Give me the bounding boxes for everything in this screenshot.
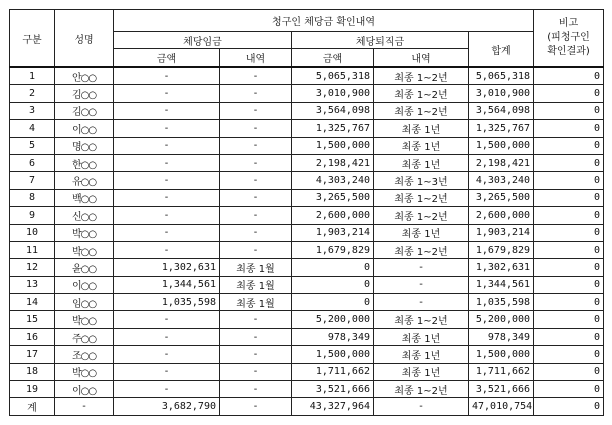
total-wage-detail: - — [220, 398, 292, 415]
row-note: 0 — [534, 137, 604, 154]
row-no: 12 — [10, 259, 55, 276]
table-row — [10, 67, 604, 85]
row-note: 0 — [534, 328, 604, 345]
row-wage-amount: - — [114, 346, 220, 363]
row-sev-detail: 최종 1년 — [374, 224, 469, 241]
row-sum: 1,035,598 — [469, 294, 534, 311]
row-note: 0 — [534, 207, 604, 224]
row-sum: 1,325,767 — [469, 120, 534, 137]
row-note: 0 — [534, 85, 604, 102]
table-row — [10, 381, 604, 398]
col-header-group: 청구인 체당금 확인내역 — [114, 10, 534, 32]
total-wage-amount: 3,682,790 — [114, 398, 220, 415]
row-sev-detail: - — [374, 276, 469, 293]
table-row — [10, 120, 604, 137]
row-wage-amount: - — [114, 154, 220, 171]
row-sev-amount: 1,500,000 — [292, 137, 374, 154]
table-row — [10, 85, 604, 102]
table-body — [10, 67, 604, 398]
row-name: 김○○ — [55, 85, 114, 102]
row-wage-amount: - — [114, 381, 220, 398]
row-sev-amount: 4,303,240 — [292, 172, 374, 189]
row-sum: 2,198,421 — [469, 154, 534, 171]
row-sev-detail: 최종 1년 — [374, 328, 469, 345]
row-sum: 1,903,214 — [469, 224, 534, 241]
table-row — [10, 154, 604, 171]
row-no: 13 — [10, 276, 55, 293]
row-sev-amount: 3,564,098 — [292, 102, 374, 119]
row-wage-detail: - — [220, 363, 292, 380]
row-name: 안○○ — [55, 67, 114, 85]
row-no: 17 — [10, 346, 55, 363]
col-header-note — [534, 10, 604, 68]
row-sev-amount: 0 — [292, 294, 374, 311]
row-wage-amount: - — [114, 85, 220, 102]
row-wage-detail: - — [220, 346, 292, 363]
row-wage-detail: - — [220, 102, 292, 119]
row-no: 15 — [10, 311, 55, 328]
note-header-line-3: 확인결과) — [547, 46, 590, 57]
row-name: 이○○ — [55, 120, 114, 137]
row-sev-amount: 2,600,000 — [292, 207, 374, 224]
table-row — [10, 294, 604, 311]
row-name: 박○○ — [55, 224, 114, 241]
row-name: 명○○ — [55, 137, 114, 154]
row-sev-amount: 1,679,829 — [292, 241, 374, 258]
row-name: 임○○ — [55, 294, 114, 311]
row-sev-detail: 최종 1년 — [374, 363, 469, 380]
row-name: 김○○ — [55, 102, 114, 119]
row-wage-detail: - — [220, 137, 292, 154]
row-sev-detail: 최종 1~2년 — [374, 67, 469, 85]
row-wage-detail: 최종 1월 — [220, 276, 292, 293]
table-row — [10, 102, 604, 119]
row-no: 8 — [10, 189, 55, 206]
table-row — [10, 189, 604, 206]
row-sev-detail: 최종 1년 — [374, 120, 469, 137]
row-note: 0 — [534, 346, 604, 363]
row-no: 9 — [10, 207, 55, 224]
row-sum: 5,065,318 — [469, 67, 534, 85]
row-name: 한○○ — [55, 154, 114, 171]
row-no: 19 — [10, 381, 55, 398]
row-wage-amount: 1,035,598 — [114, 294, 220, 311]
row-wage-detail: 최종 1월 — [220, 259, 292, 276]
row-name: 백○○ — [55, 189, 114, 206]
row-sev-detail: 최종 1~2년 — [374, 381, 469, 398]
row-wage-detail: - — [220, 311, 292, 328]
row-note: 0 — [534, 102, 604, 119]
total-label: 계 — [10, 398, 55, 415]
row-wage-amount: - — [114, 189, 220, 206]
row-sev-amount: 0 — [292, 259, 374, 276]
row-sum: 3,010,900 — [469, 85, 534, 102]
row-note: 0 — [534, 120, 604, 137]
row-wage-detail: - — [220, 241, 292, 258]
row-sum: 1,500,000 — [469, 346, 534, 363]
row-no: 10 — [10, 224, 55, 241]
row-wage-amount: - — [114, 241, 220, 258]
row-sev-detail: 최종 1년 — [374, 154, 469, 171]
row-wage-detail: - — [220, 172, 292, 189]
row-wage-amount: - — [114, 363, 220, 380]
row-sev-amount: 5,065,318 — [292, 67, 374, 85]
row-wage-amount: - — [114, 137, 220, 154]
row-sev-detail: 최종 1~2년 — [374, 311, 469, 328]
row-sev-amount: 1,325,767 — [292, 120, 374, 137]
row-sev-amount: 2,198,421 — [292, 154, 374, 171]
col-header-sev-amount: 금액 — [292, 49, 374, 68]
row-note: 0 — [534, 294, 604, 311]
table-row — [10, 172, 604, 189]
table-row — [10, 363, 604, 380]
row-no: 16 — [10, 328, 55, 345]
row-sum: 1,711,662 — [469, 363, 534, 380]
claim-table — [9, 9, 604, 416]
row-sev-amount: 3,265,500 — [292, 189, 374, 206]
table-row — [10, 241, 604, 258]
row-note: 0 — [534, 224, 604, 241]
row-no: 5 — [10, 137, 55, 154]
row-no: 6 — [10, 154, 55, 171]
row-sev-amount: 1,500,000 — [292, 346, 374, 363]
table-row — [10, 224, 604, 241]
note-header-line-2: (피청구인 — [547, 32, 590, 43]
row-sum: 4,303,240 — [469, 172, 534, 189]
row-sev-amount: 0 — [292, 276, 374, 293]
row-wage-amount: - — [114, 311, 220, 328]
row-sum: 2,600,000 — [469, 207, 534, 224]
row-sev-amount: 3,521,666 — [292, 381, 374, 398]
col-header-name: 성명 — [55, 10, 114, 68]
row-no: 1 — [10, 67, 55, 85]
row-wage-detail: - — [220, 328, 292, 345]
row-sum: 3,521,666 — [469, 381, 534, 398]
row-note: 0 — [534, 276, 604, 293]
row-name: 주○○ — [55, 328, 114, 345]
row-sum: 5,200,000 — [469, 311, 534, 328]
row-wage-amount: 1,344,561 — [114, 276, 220, 293]
row-name: 박○○ — [55, 311, 114, 328]
row-sum: 978,349 — [469, 328, 534, 345]
row-name: 이○○ — [55, 381, 114, 398]
row-no: 11 — [10, 241, 55, 258]
row-sev-detail: 최종 1~2년 — [374, 189, 469, 206]
row-no: 3 — [10, 102, 55, 119]
row-name: 박○○ — [55, 241, 114, 258]
table-row — [10, 207, 604, 224]
row-wage-detail: - — [220, 381, 292, 398]
row-wage-detail: - — [220, 85, 292, 102]
row-sum: 1,500,000 — [469, 137, 534, 154]
table-row — [10, 311, 604, 328]
row-name: 신○○ — [55, 207, 114, 224]
row-sum: 1,344,561 — [469, 276, 534, 293]
row-wage-amount: - — [114, 172, 220, 189]
col-header-no: 구분 — [10, 10, 55, 68]
row-sev-amount: 3,010,900 — [292, 85, 374, 102]
table-row — [10, 276, 604, 293]
total-sum: 47,010,754 — [469, 398, 534, 415]
row-note: 0 — [534, 363, 604, 380]
row-note: 0 — [534, 67, 604, 85]
table-row — [10, 137, 604, 154]
total-note: 0 — [534, 398, 604, 415]
col-header-wage: 체당임금 — [114, 32, 292, 49]
row-sev-detail: 최종 1년 — [374, 346, 469, 363]
row-name: 박○○ — [55, 363, 114, 380]
row-note: 0 — [534, 241, 604, 258]
row-sev-detail: 최종 1~3년 — [374, 172, 469, 189]
row-name: 조○○ — [55, 346, 114, 363]
row-sum: 3,265,500 — [469, 189, 534, 206]
row-wage-detail: - — [220, 189, 292, 206]
row-name: 윤○○ — [55, 259, 114, 276]
table-row — [10, 346, 604, 363]
col-header-sev-detail: 내역 — [374, 49, 469, 68]
col-header-sum: 합계 — [469, 32, 534, 68]
row-no: 2 — [10, 85, 55, 102]
row-wage-amount: - — [114, 102, 220, 119]
table-header — [10, 10, 604, 68]
total-sev-amount: 43,327,964 — [292, 398, 374, 415]
row-wage-amount: - — [114, 224, 220, 241]
row-no: 14 — [10, 294, 55, 311]
total-row — [10, 398, 604, 415]
row-wage-amount: - — [114, 67, 220, 85]
row-sev-detail: 최종 1~2년 — [374, 85, 469, 102]
row-note: 0 — [534, 311, 604, 328]
row-sev-detail: 최종 1~2년 — [374, 241, 469, 258]
table-row — [10, 328, 604, 345]
row-sev-amount: 978,349 — [292, 328, 374, 345]
row-note: 0 — [534, 259, 604, 276]
total-sev-detail: - — [374, 398, 469, 415]
row-sum: 1,679,829 — [469, 241, 534, 258]
row-wage-detail: - — [220, 67, 292, 85]
row-sev-detail: 최종 1~2년 — [374, 102, 469, 119]
row-sev-detail: 최종 1~2년 — [374, 207, 469, 224]
row-note: 0 — [534, 189, 604, 206]
table-row — [10, 259, 604, 276]
col-header-wage-amount: 금액 — [114, 49, 220, 68]
col-header-severance: 체당퇴직금 — [292, 32, 469, 49]
row-sum: 1,302,631 — [469, 259, 534, 276]
row-wage-detail: - — [220, 154, 292, 171]
row-note: 0 — [534, 172, 604, 189]
note-header-line-1: 비고 — [558, 18, 579, 29]
row-sev-amount: 1,711,662 — [292, 363, 374, 380]
row-wage-detail: 최종 1월 — [220, 294, 292, 311]
row-wage-detail: - — [220, 207, 292, 224]
row-sev-detail: - — [374, 294, 469, 311]
row-wage-amount: - — [114, 328, 220, 345]
row-wage-detail: - — [220, 120, 292, 137]
row-no: 18 — [10, 363, 55, 380]
row-wage-detail: - — [220, 224, 292, 241]
row-wage-amount: 1,302,631 — [114, 259, 220, 276]
row-wage-amount: - — [114, 207, 220, 224]
row-name: 이○○ — [55, 276, 114, 293]
row-no: 7 — [10, 172, 55, 189]
row-wage-amount: - — [114, 120, 220, 137]
row-note: 0 — [534, 381, 604, 398]
row-sev-amount: 5,200,000 — [292, 311, 374, 328]
row-sum: 3,564,098 — [469, 102, 534, 119]
table-footer — [10, 398, 604, 415]
row-sev-detail: - — [374, 259, 469, 276]
row-sev-detail: 최종 1년 — [374, 137, 469, 154]
total-name: - — [55, 398, 114, 415]
row-sev-amount: 1,903,214 — [292, 224, 374, 241]
col-header-wage-detail: 내역 — [220, 49, 292, 68]
row-note: 0 — [534, 154, 604, 171]
row-name: 유○○ — [55, 172, 114, 189]
row-no: 4 — [10, 120, 55, 137]
